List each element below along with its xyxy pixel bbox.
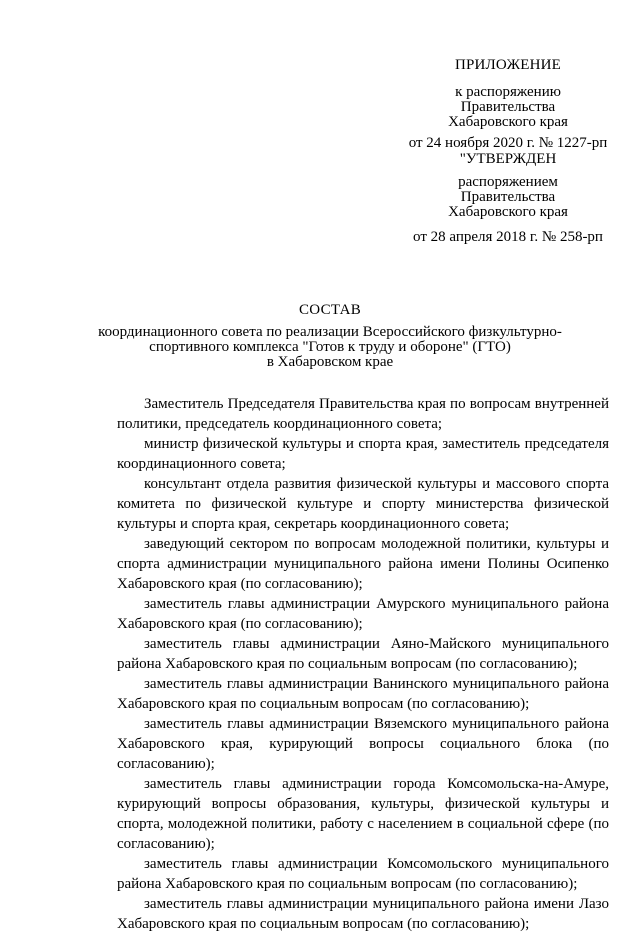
- appendix-line: к распоряжению: [455, 84, 561, 100]
- approved-line: Правительства: [460, 189, 556, 205]
- appendix-date: от 24 ноября 2020 г. № 1227-рп: [408, 135, 608, 151]
- approved-line: Хабаровского края: [448, 204, 568, 220]
- member-item: заведующий сектором по вопросам молодежной политики, культуры и спорта администрации муниципального района имени Полины Осипенко Хабаровского края (по согласованию);: [117, 536, 609, 592]
- appendix-line: Правительства: [460, 99, 556, 115]
- document-subtitle-line: координационного совета по реализации Всероссийского физкультурно-: [98, 324, 562, 340]
- member-item: заместитель главы администрации Комсомольского муниципального района Хабаровского края по социальным вопросам (по согласованию);: [117, 856, 609, 892]
- document-title: СОСТАВ: [298, 302, 362, 318]
- member-item: заместитель главы администрации Амурского муниципального района Хабаровского края (по согласованию);: [117, 596, 609, 632]
- member-item: министр физической культуры и спорта края, заместитель председателя координационного совета;: [117, 436, 609, 472]
- approved-line: распоряжением: [458, 174, 558, 190]
- member-item: заместитель главы администрации города Комсомольска-на-Амуре, курирующий вопросы образования, культуры, физической культуры и спорта, молодежной политики, работу с населением в социальной сфере (по согласованию);: [117, 776, 609, 852]
- members-list: [117, 394, 609, 934]
- appendix-title: ПРИЛОЖЕНИЕ: [454, 57, 562, 73]
- appendix-line: Хабаровского края: [448, 114, 568, 130]
- approved-date: от 28 апреля 2018 г. № 258-рп: [413, 229, 603, 245]
- member-item: заместитель главы администрации муниципального района имени Лазо Хабаровского края по социальным вопросам (по согласованию);: [117, 896, 609, 932]
- document-heading: [95, 301, 565, 370]
- member-item: консультант отдела развития физической культуры и массового спорта комитета по физической культуре и спорту министерства физической культуры и спорта края, секретарь координационного совета;: [117, 476, 609, 532]
- member-item: заместитель главы администрации Вяземского муниципального района Хабаровского края, курирующий вопросы социального блока (по согласованию);: [117, 716, 609, 772]
- approved-block: [392, 152, 624, 245]
- document-subtitle-line: в Хабаровском крае: [266, 354, 394, 370]
- document-subtitle-line: спортивного комплекса "Готов к труду и обороне" (ГТО): [149, 339, 511, 355]
- appendix-block: [392, 58, 624, 151]
- member-item: заместитель главы администрации Ванинского муниципального района Хабаровского края по социальным вопросам (по согласованию);: [117, 676, 609, 712]
- approved-title: "УТВЕРЖДЕН: [459, 151, 557, 167]
- member-item: Заместитель Председателя Правительства края по вопросам внутренней политики, председатель координационного совета;: [117, 396, 609, 432]
- member-item: заместитель главы администрации Аяно-Майского муниципального района Хабаровского края по социальным вопросам (по согласованию);: [117, 636, 609, 672]
